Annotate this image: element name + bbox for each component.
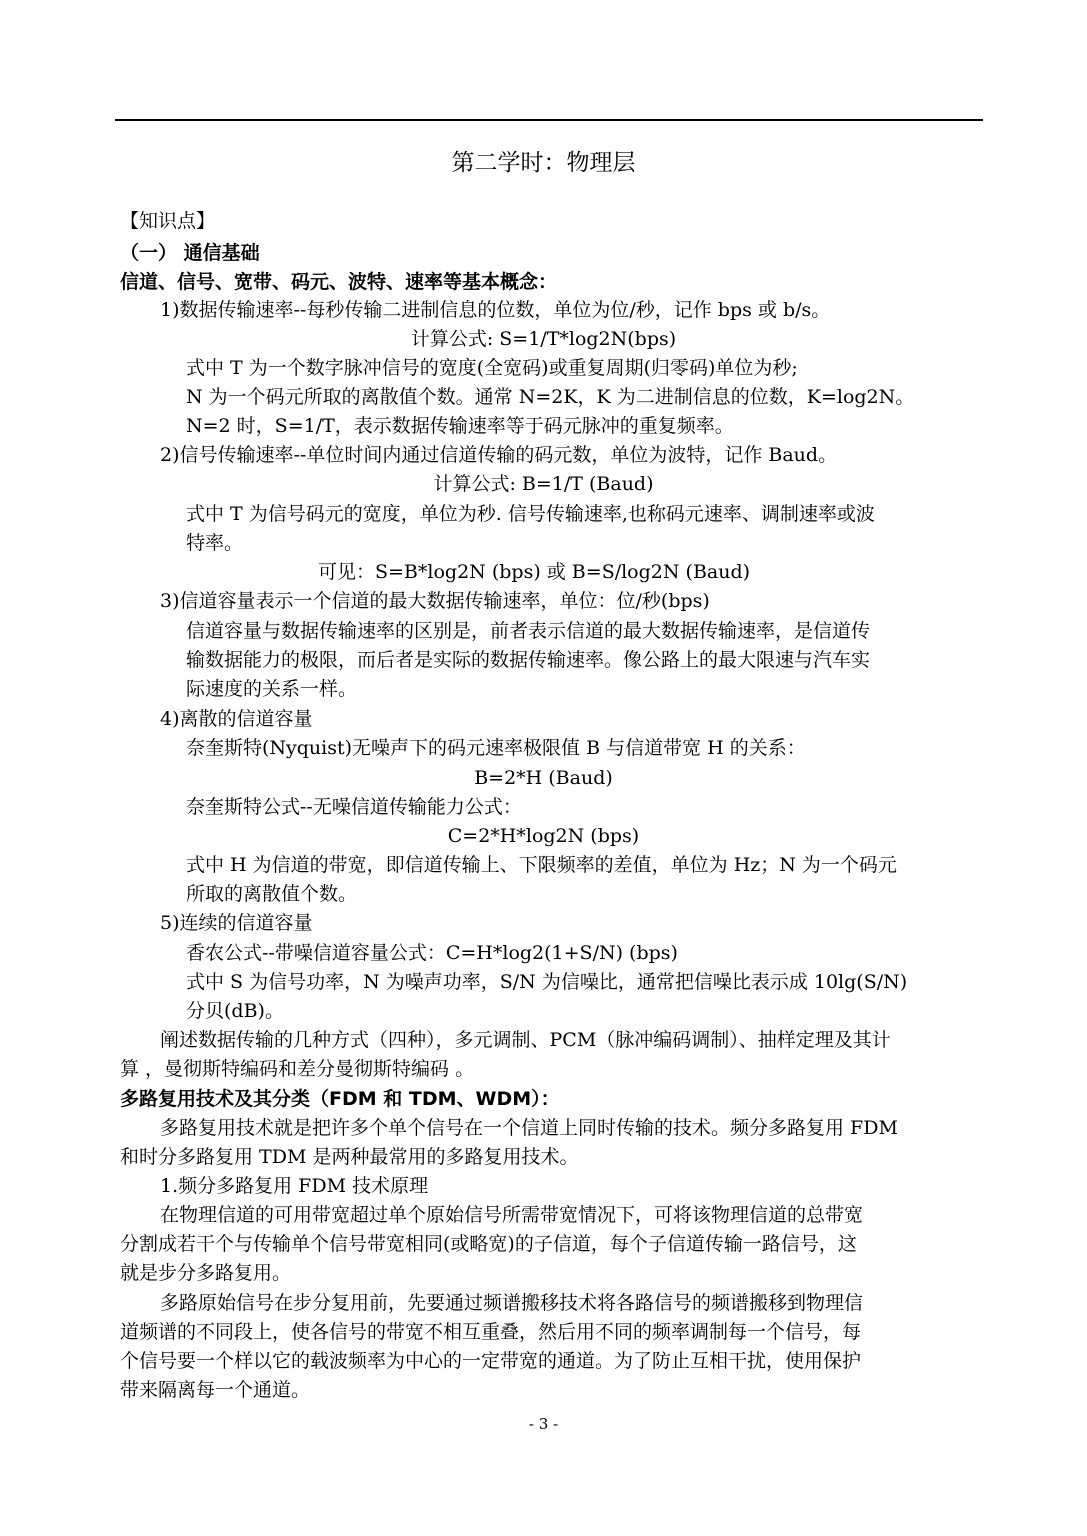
section-label-knowledge-points: 【知识点】 (120, 210, 216, 232)
paragraph-line: 所取的离散值个数。 (186, 883, 358, 905)
paragraph-line: 奈奎斯特公式--无噪信道传输能力公式： (186, 796, 522, 818)
paragraph-line: 式中 T 为一个数字脉冲信号的宽度(全宽码)或重复周期(归零码)单位为秒; (186, 357, 798, 379)
paragraph-line: 奈奎斯特(Nyquist)无噪声下的码元速率极限值 B 与信道带宽 H 的关系： (186, 737, 806, 759)
paragraph-line: 1)数据传输速率--每秒传输二进制信息的位数，单位为位/秒，记作 bps 或 b/s。 (160, 299, 831, 321)
paragraph-line: 1.频分多路复用 FDM 技术原理 (160, 1175, 429, 1197)
paragraph-line: 2)信号传输速率--单位时间内通过信道传输的码元数，单位为波特，记作 Baud。 (160, 444, 838, 466)
paragraph-line: N=2 时，S=1/T，表示数据传输速率等于码元脉冲的重复频率。 (186, 415, 734, 437)
paragraph-line: 式中 T 为信号码元的宽度，单位为秒. 信号传输速率,也称码元速率、调制速率或波 (186, 503, 875, 525)
paragraph-line: 分割成若干个与传输单个信号带宽相同(或略宽)的子信道，每个子信道传输一路信号，这 (120, 1233, 857, 1255)
subheading-basic-concepts: 信道、信号、宽带、码元、波特、速率等基本概念： (120, 271, 558, 293)
header-rule (115, 119, 983, 121)
paragraph-line: 香农公式--带噪信道容量公式：C=H*log2(1+S/N) (bps) (186, 942, 678, 964)
paragraph-line: 3)信道容量表示一个信道的最大数据传输速率，单位：位/秒(bps) (160, 590, 710, 612)
formula-line: 计算公式: S=1/T*log2N(bps) (410, 328, 677, 350)
subheading-multiplexing: 多路复用技术及其分类（FDM 和 TDM、WDM）： (120, 1088, 560, 1110)
paragraph-line: N 为一个码元所取的离散值个数。通常 N=2K，K 为二进制信息的位数，K=log2N。 (186, 386, 915, 408)
paragraph-line: 在物理信道的可用带宽超过单个原始信号所需带宽情况下，可将该物理信道的总带宽 (160, 1204, 864, 1226)
paragraph-line: 特率。 (186, 532, 244, 554)
formula-line: C=2*H*log2N (bps) (447, 825, 640, 847)
paragraph-line: 道频谱的不同段上，使各信号的带宽不相互重叠，然后用不同的频率调制每一个信号，每 (120, 1321, 862, 1343)
page-title: 第二学时：物理层 (451, 150, 636, 176)
paragraph-line: 和时分多路复用 TDM 是两种最常用的多路复用技术。 (120, 1146, 579, 1168)
paragraph-line: 输数据能力的极限，而后者是实际的数据传输速率。像公路上的最大限速与汽车实 (186, 649, 871, 671)
formula-line: 可见：S=B*log2N (bps) 或 B=S/log2N (Baud) (318, 561, 751, 583)
page-number: - 3 - (528, 1415, 559, 1433)
section-heading-communication-basics: （一） 通信基础 (120, 242, 260, 264)
formula-line: 计算公式: B=1/T (Baud) (433, 473, 654, 495)
formula-line: B=2*H (Baud) (474, 767, 613, 789)
paragraph-line: 5)连续的信道容量 (160, 912, 313, 934)
paragraph-line: 阐述数据传输的几种方式（四种），多元调制、PCM（脉冲编码调制）、抽样定理及其计 (160, 1029, 891, 1051)
paragraph-line: 就是步分多路复用。 (120, 1262, 292, 1284)
paragraph-line: 算 ，曼彻斯特编码和差分曼彻斯特编码 。 (120, 1058, 475, 1080)
paragraph-line: 分贝(dB)。 (186, 1000, 284, 1022)
paragraph-line: 式中 H 为信道的带宽，即信道传输上、下限频率的差值，单位为 Hz；N 为一个码元 (186, 854, 897, 876)
paragraph-line: 多路原始信号在步分复用前，先要通过频谱搬移技术将各路信号的频谱搬移到物理信 (160, 1292, 864, 1314)
paragraph-line: 带来隔离每一个通道。 (120, 1379, 311, 1401)
paragraph-line: 4)离散的信道容量 (160, 708, 313, 730)
paragraph-line: 信道容量与数据传输速率的区别是，前者表示信道的最大数据传输速率，是信道传 (186, 620, 871, 642)
paragraph-line: 多路复用技术就是把许多个单个信号在一个信道上同时传输的技术。频分多路复用 FDM (160, 1117, 898, 1139)
paragraph-line: 际速度的关系一样。 (186, 678, 358, 700)
paragraph-line: 式中 S 为信号功率，N 为噪声功率，S/N 为信噪比，通常把信噪比表示成 10lg(S/N) (186, 971, 908, 993)
paragraph-line: 个信号要一个样以它的载波频率为中心的一定带宽的通道。为了防止互相干扰，使用保护 (120, 1350, 862, 1372)
